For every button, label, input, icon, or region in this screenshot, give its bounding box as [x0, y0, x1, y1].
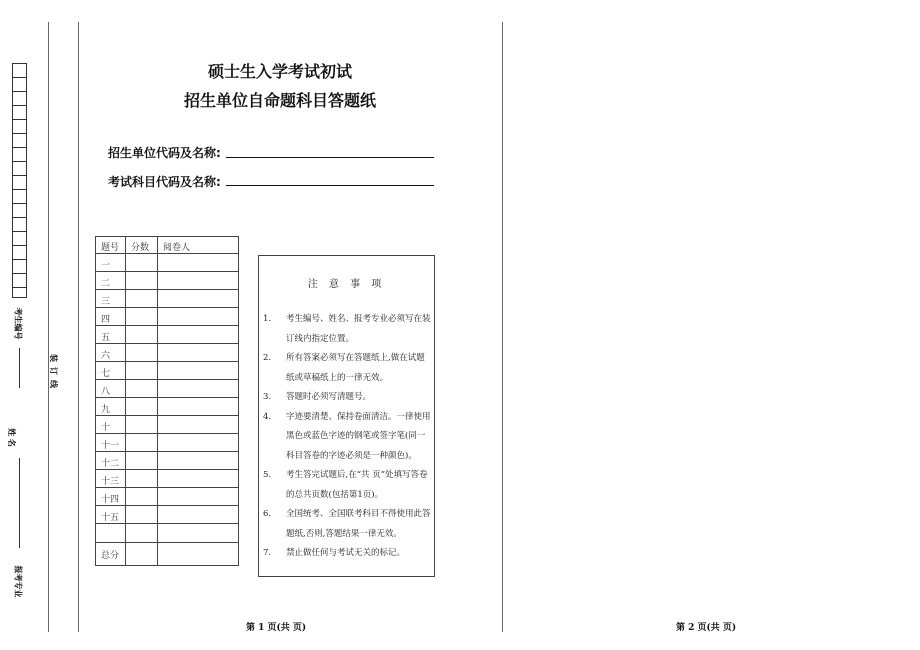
question-number: 八 [96, 380, 126, 398]
score-cell[interactable] [126, 380, 158, 398]
grader-cell[interactable] [158, 380, 239, 398]
table-row [96, 416, 239, 434]
grader-cell[interactable] [158, 272, 239, 290]
binding-rule-left [48, 22, 49, 632]
notice-item-number: 6. [263, 509, 272, 519]
score-cell[interactable] [126, 524, 158, 543]
question-number: 六 [96, 344, 126, 362]
score-cell[interactable] [126, 254, 158, 272]
table-row [96, 272, 239, 290]
page-2-footer: 第 2 页(共 页) [676, 623, 737, 633]
table-row [96, 470, 239, 488]
candidate-number-line [19, 348, 20, 388]
grader-cell[interactable] [158, 308, 239, 326]
grader-cell[interactable] [158, 398, 239, 416]
question-number: 三 [96, 290, 126, 308]
score-cell[interactable] [126, 362, 158, 380]
binding-rule-right [78, 22, 79, 632]
score-cell[interactable] [126, 488, 158, 506]
grader-cell[interactable] [158, 452, 239, 470]
notice-item [263, 466, 431, 505]
grader-cell[interactable] [158, 524, 239, 543]
table-row [96, 290, 239, 308]
grader-cell[interactable] [158, 254, 239, 272]
question-number: 二 [96, 272, 126, 290]
question-number: 十一 [96, 434, 126, 452]
table-row [96, 398, 239, 416]
binding-line-label: 装订线 [49, 354, 59, 393]
notice-item [263, 349, 431, 388]
candidate-number-label: 考生编号 [13, 307, 24, 340]
unit-code-field[interactable] [226, 157, 434, 158]
header-score: 分数 [126, 237, 158, 254]
total-score-cell[interactable] [126, 543, 158, 566]
score-table [95, 236, 239, 566]
unit-code-label: 招生单位代码及名称: [108, 146, 221, 160]
question-number: 十三 [96, 470, 126, 488]
total-label: 总分 [96, 543, 126, 566]
score-cell[interactable] [126, 506, 158, 524]
question-number: 十四 [96, 488, 126, 506]
header-question: 题号 [96, 237, 126, 254]
name-label: 姓 名 [6, 428, 17, 447]
notice-item [263, 505, 431, 544]
question-number: 九 [96, 398, 126, 416]
page-title-line1: 硕士生入学考试初试 [207, 62, 352, 81]
page-divider [502, 22, 503, 632]
question-number: 十五 [96, 506, 126, 524]
notice-item-text: 字迹要清楚、保持卷面清洁。一律使用黑色或蓝色字迹的钢笔或签字笔(同一科目答卷的字迹必须是一种颜色)。 [286, 411, 431, 461]
score-table-header [96, 237, 239, 254]
name-line [19, 458, 20, 548]
grader-cell[interactable] [158, 506, 239, 524]
notice-item [263, 544, 431, 564]
notice-item-number: 7. [263, 548, 272, 558]
grader-cell[interactable] [158, 344, 239, 362]
grader-cell[interactable] [158, 470, 239, 488]
notice-item-number: 2. [263, 353, 272, 363]
grader-cell[interactable] [158, 416, 239, 434]
notice-item [263, 310, 431, 349]
notice-item-text: 禁止做任何与考试无关的标记。 [286, 548, 406, 558]
question-number: 十二 [96, 452, 126, 470]
question-number: 五 [96, 326, 126, 344]
notice-item-text: 答题时必须写清题号。 [286, 392, 372, 402]
score-cell[interactable] [126, 308, 158, 326]
table-row [96, 254, 239, 272]
page-1-footer: 第 1 页(共 页) [246, 623, 307, 633]
table-row-blank [96, 524, 239, 543]
notice-item [263, 388, 431, 408]
notice-item-number: 4. [263, 411, 272, 422]
score-cell[interactable] [126, 272, 158, 290]
score-cell[interactable] [126, 434, 158, 452]
table-row [96, 362, 239, 380]
header-grader: 阅卷人 [158, 237, 239, 254]
score-cell[interactable] [126, 398, 158, 416]
score-cell[interactable] [126, 290, 158, 308]
notice-item-text: 考生答完试题后,在“共 页”处填写答卷的总共页数(包括第1页)。 [286, 470, 428, 500]
major-label: 报考专业 [13, 565, 24, 598]
notice-item [263, 408, 431, 467]
grader-cell[interactable] [158, 326, 239, 344]
table-row [96, 434, 239, 452]
table-row [96, 380, 239, 398]
grader-cell[interactable] [158, 488, 239, 506]
score-cell[interactable] [126, 416, 158, 434]
question-number: 七 [96, 362, 126, 380]
table-row [96, 488, 239, 506]
table-row [96, 326, 239, 344]
table-row-total [96, 543, 239, 566]
total-grader-cell[interactable] [158, 543, 239, 566]
notice-item-number: 3. [263, 392, 272, 402]
grader-cell[interactable] [158, 290, 239, 308]
page-title-line2: 招生单位自命题科目答题纸 [183, 91, 376, 110]
question-number: 一 [96, 254, 126, 272]
table-row [96, 452, 239, 470]
notice-item-number: 1. [263, 314, 272, 324]
score-cell[interactable] [126, 452, 158, 470]
notice-item-number: 5. [263, 470, 272, 480]
question-number: 十 [96, 416, 126, 434]
subject-code-label: 考试科目代码及名称: [108, 175, 221, 189]
notice-title: 注 意 事 项 [307, 279, 386, 290]
score-cell[interactable] [126, 344, 158, 362]
score-cell[interactable] [126, 326, 158, 344]
notice-box [258, 255, 435, 577]
grader-cell[interactable] [158, 362, 239, 380]
notice-list [263, 310, 431, 564]
table-row [96, 344, 239, 362]
table-row [96, 308, 239, 326]
score-cell[interactable] [126, 470, 158, 488]
table-row [96, 506, 239, 524]
notice-item-text: 考生编号、姓名、报考专业必须写在装订线内指定位置。 [286, 314, 431, 344]
grader-cell[interactable] [158, 434, 239, 452]
question-number: 四 [96, 308, 126, 326]
subject-code-field[interactable] [226, 185, 434, 186]
notice-item-text: 所有答案必须写在答题纸上,做在试题纸或草稿纸上的一律无效。 [286, 353, 425, 383]
notice-item-text: 全国统考、全国联考科目不得使用此答题纸,否则,答题结果一律无效。 [286, 509, 431, 539]
